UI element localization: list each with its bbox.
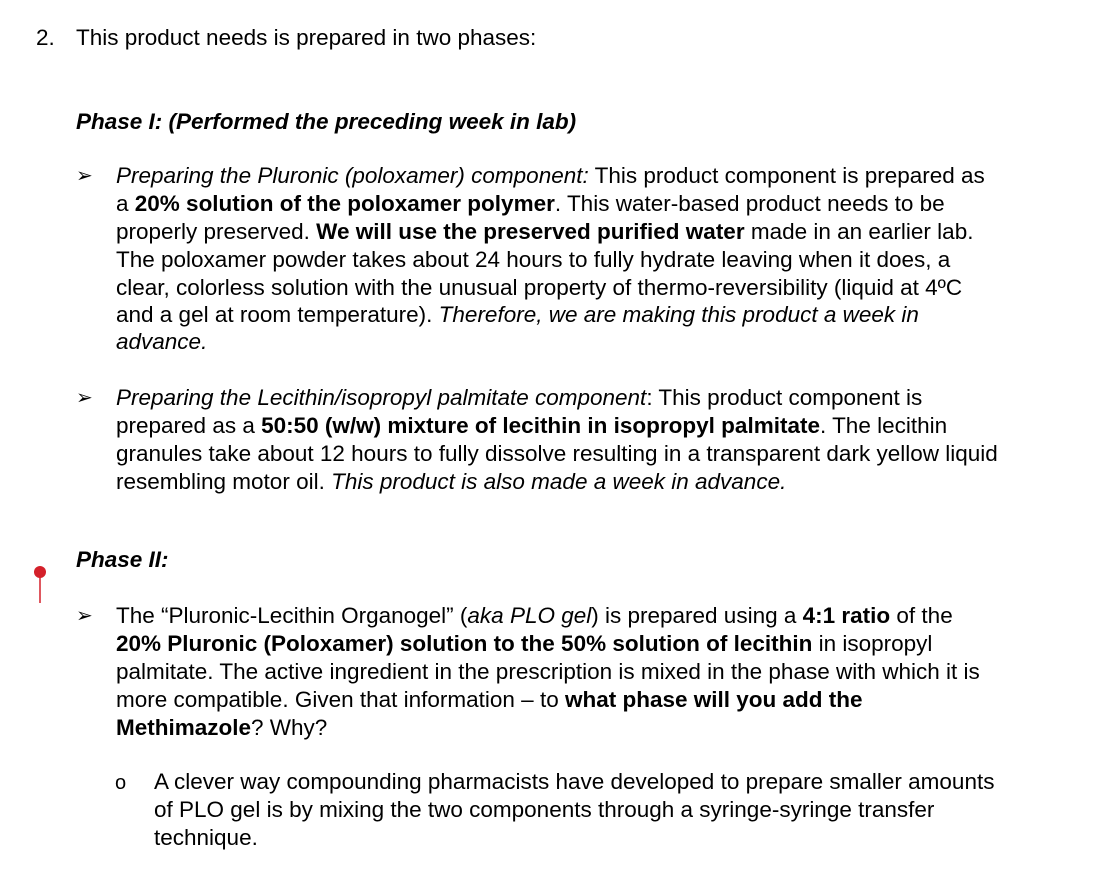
paragraph-line: a 20% solution of the poloxamer polymer. This water-based product needs to be [116, 191, 945, 216]
phase2-heading: Phase II: [76, 547, 169, 572]
paragraph-line: prepared as a 50:50 (w/w) mixture of lecithin in isopropyl palmitate. The lecithin [116, 413, 948, 438]
item-text: This product needs is prepared in two phases: [76, 25, 537, 50]
arrow-bullet-icon: ➢ [76, 387, 93, 409]
paragraph-line: resembling motor oil. This product is also made a week in advance. [116, 469, 787, 494]
paragraph-line: A clever way compounding pharmacists have developed to prepare smaller amounts [154, 769, 995, 794]
paragraph-line: and a gel at room temperature). Therefore, we are making this product a week in [116, 302, 919, 327]
paragraph-line: 20% Pluronic (Poloxamer) solution to the 50% solution of lecithin in isopropyl [116, 631, 933, 656]
paragraph-line: of PLO gel is by mixing the two components through a syringe-syringe transfer [154, 797, 935, 822]
paragraph-line: The “Pluronic-Lecithin Organogel” (aka PLO gel) is prepared using a 4:1 ratio of the [116, 603, 953, 628]
paragraph-line: The poloxamer powder takes about 24 hours to fully hydrate leaving when it does, a [116, 247, 951, 272]
arrow-bullet-icon: ➢ [76, 165, 93, 187]
paragraph-line: Preparing the Pluronic (poloxamer) component: This product component is prepared as [116, 163, 985, 188]
circle-bullet-icon: o [115, 772, 127, 794]
paragraph-line: clear, colorless solution with the unusual property of thermo-reversibility (liquid at 4ºC [116, 275, 963, 300]
item-number: 2. [36, 25, 55, 50]
paragraph-line: properly preserved. We will use the preserved purified water made in an earlier lab. [116, 219, 974, 244]
arrow-bullet-icon: ➢ [76, 605, 93, 627]
paragraph-line: Preparing the Lecithin/isopropyl palmitate component: This product component is [116, 385, 923, 410]
paragraph-line: Methimazole? Why? [116, 715, 328, 740]
paragraph-line: technique. [154, 825, 258, 850]
paragraph-line: palmitate. The active ingredient in the prescription is mixed in the phase with which it is [116, 659, 980, 684]
paragraph-line: more compatible. Given that information – to what phase will you add the [116, 687, 863, 712]
paragraph-line: advance. [116, 329, 208, 354]
phase1-heading: Phase I: (Performed the preceding week in lab) [76, 109, 577, 134]
paragraph-line: granules take about 12 hours to fully dissolve resulting in a transparent dark yellow liquid [116, 441, 998, 466]
comment-marker-icon[interactable] [33, 565, 47, 605]
